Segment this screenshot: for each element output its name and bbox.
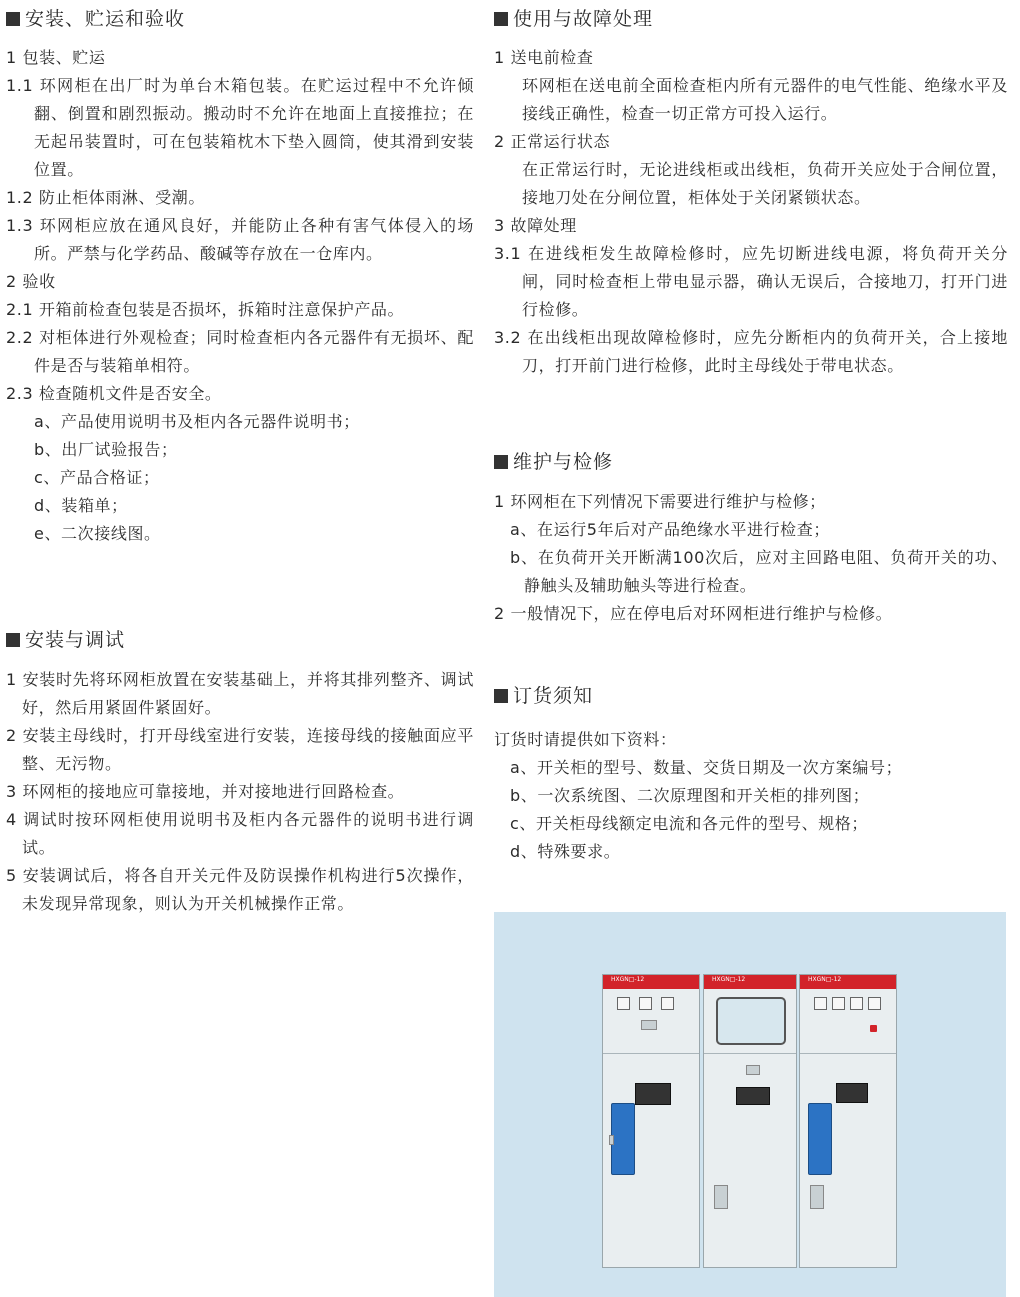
section-heading-maintenance: 维护与检修 xyxy=(494,450,613,474)
meter-icon xyxy=(832,997,845,1010)
display-window-icon xyxy=(716,997,786,1045)
square-bullet-icon xyxy=(494,455,508,469)
window-icon xyxy=(736,1087,770,1105)
subheading-acceptance: 2 验收 xyxy=(6,272,56,291)
window-icon xyxy=(836,1083,868,1103)
cabinet xyxy=(703,974,797,1268)
paragraph-1-2: 1.2 防止柜体雨淋、受潮。 xyxy=(6,188,205,207)
red-button-icon xyxy=(870,1025,877,1032)
list-item: a、开关柜的型号、数量、交货日期及一次方案编号； xyxy=(510,758,903,777)
meter-icon xyxy=(639,997,652,1010)
usage-faults-body xyxy=(494,44,1008,380)
list-item: b、一次系统图、二次原理图和开关柜的排列图； xyxy=(510,786,870,805)
paragraph-install-3: 3 环网柜的接地应可靠接地，并对接地进行回路检查。 xyxy=(6,782,405,801)
paragraph-install-1: 1 安装时先将环网柜放置在安装基础上，并将其排列整齐、调试好，然后用紧固件紧固好。 xyxy=(6,670,474,717)
indicator-icon xyxy=(641,1020,657,1030)
section-heading-install-storage: 安装、贮运和验收 xyxy=(6,7,185,31)
square-bullet-icon xyxy=(6,633,20,647)
cabinet-label: HXGN□-12 xyxy=(611,976,645,983)
install-debug-body xyxy=(6,666,474,918)
list-item: c、产品合格证； xyxy=(34,468,160,487)
paragraph-3-2: 3.2 在出线柜出现故障检修时，应先分断柜内的负荷开关，合上接地刀，打开前门进行检修，此时主母线处于带电状态。 xyxy=(494,328,1008,375)
square-bullet-icon xyxy=(494,12,508,26)
cabinet-top-band xyxy=(800,975,896,989)
paragraph-1-3: 1.3 环网柜应放在通风良好，并能防止各种有害气体侵入的场所。严禁与化学药品、酸碱等存放在一仓库内。 xyxy=(6,216,474,263)
handle-icon xyxy=(810,1185,824,1209)
handle-icon xyxy=(714,1185,728,1209)
paragraph-maintenance-1: 1 环网柜在下列情况下需要进行维护与检修； xyxy=(494,492,826,511)
cabinet-top-band xyxy=(603,975,699,989)
list-item: b、在负荷开关开断满100次后，应对主回路电阻、负荷开关的功、静触头及辅助触头等进行检查。 xyxy=(510,548,1008,595)
paragraph-install-5: 5 安装调试后，将各自开关元件及防误操作机构进行5次操作，未发现异常现象，则认为开关机械操作正常。 xyxy=(6,866,474,913)
square-bullet-icon xyxy=(494,689,508,703)
section-heading-ordering: 订货须知 xyxy=(494,684,593,708)
cabinet-label: HXGN□-12 xyxy=(808,976,842,983)
subheading-fault-handling: 3 故障处理 xyxy=(494,216,577,235)
cabinet-top-band xyxy=(704,975,796,989)
mimic-panel-icon xyxy=(611,1103,635,1175)
paragraph-1-1: 1.1 环网柜在出厂时为单台木箱包装。在贮运过程中不允许倾翻、倒置和剧烈振动。搬动时不允许在地面上直接推拉；在无起吊装置时，可在包装箱枕木下垫入圆筒，使其滑到安装位置。 xyxy=(6,76,474,179)
paragraph-maintenance-2: 2 一般情况下，应在停电后对环网柜进行维护与检修。 xyxy=(494,604,893,623)
subheading-pre-power-check: 1 送电前检查 xyxy=(494,48,594,67)
ordering-intro: 订货时请提供如下资料： xyxy=(494,730,677,749)
list-item: a、产品使用说明书及柜内各元器件说明书； xyxy=(34,412,360,431)
meter-icon xyxy=(661,997,674,1010)
list-item: d、特殊要求。 xyxy=(510,842,621,861)
ordering-body xyxy=(494,726,1008,866)
square-bullet-icon xyxy=(6,12,20,26)
cabinet-label: HXGN□-12 xyxy=(712,976,746,983)
meter-icon xyxy=(868,997,881,1010)
paragraph-2-3: 2.3 检查随机文件是否安全。 xyxy=(6,384,222,403)
paragraph-pre-power-check: 环网柜在送电前全面检查柜内所有元器件的电气性能、绝缘水平及接线正确性，检查一切正常方可投入运行。 xyxy=(522,76,1008,123)
meter-icon xyxy=(850,997,863,1010)
meter-icon xyxy=(617,997,630,1010)
list-item: c、开关柜母线额定电流和各元件的型号、规格； xyxy=(510,814,868,833)
maintenance-body xyxy=(494,488,1008,628)
paragraph-2-1: 2.1 开箱前检查包装是否损坏，拆箱时注意保护产品。 xyxy=(6,300,405,319)
product-photo xyxy=(494,912,1006,1297)
cabinet xyxy=(799,974,897,1268)
list-item: a、在运行5年后对产品绝缘水平进行检查； xyxy=(510,520,830,539)
list-item: b、出厂试验报告； xyxy=(34,440,178,459)
cabinet xyxy=(602,974,700,1268)
paragraph-install-2: 2 安装主母线时，打开母线室进行安装，连接母线的接触面应平整、无污物。 xyxy=(6,726,474,773)
list-item: d、装箱单； xyxy=(34,496,128,515)
list-item: e、二次接线图。 xyxy=(34,524,161,543)
paragraph-normal-operation: 在正常运行时，无论进线柜或出线柜，负荷开关应处于合闸位置，接地刀处在分闸位置，柜体处于关闭紧锁状态。 xyxy=(522,160,1008,207)
mimic-panel-icon xyxy=(808,1103,832,1175)
subheading-packaging: 1 包装、贮运 xyxy=(6,48,106,67)
meter-icon xyxy=(814,997,827,1010)
section-heading-usage-faults: 使用与故障处理 xyxy=(494,7,653,31)
section-heading-install-debug: 安装与调试 xyxy=(6,628,125,652)
subheading-normal-operation: 2 正常运行状态 xyxy=(494,132,611,151)
window-icon xyxy=(635,1083,671,1105)
paragraph-install-4: 4 调试时按环网柜使用说明书及柜内各元器件的说明书进行调试。 xyxy=(6,810,474,857)
paragraph-3-1: 3.1 在进线柜发生故障检修时，应先切断进线电源，将负荷开关分闸，同时检查柜上带电显示器，确认无误后，合接地刀，打开门进行检修。 xyxy=(494,244,1008,319)
indicator-icon xyxy=(746,1065,760,1075)
paragraph-2-2: 2.2 对柜体进行外观检查；同时检查柜内各元器件有无损坏、配件是否与装箱单相符。 xyxy=(6,328,474,375)
install-storage-body xyxy=(6,44,474,548)
